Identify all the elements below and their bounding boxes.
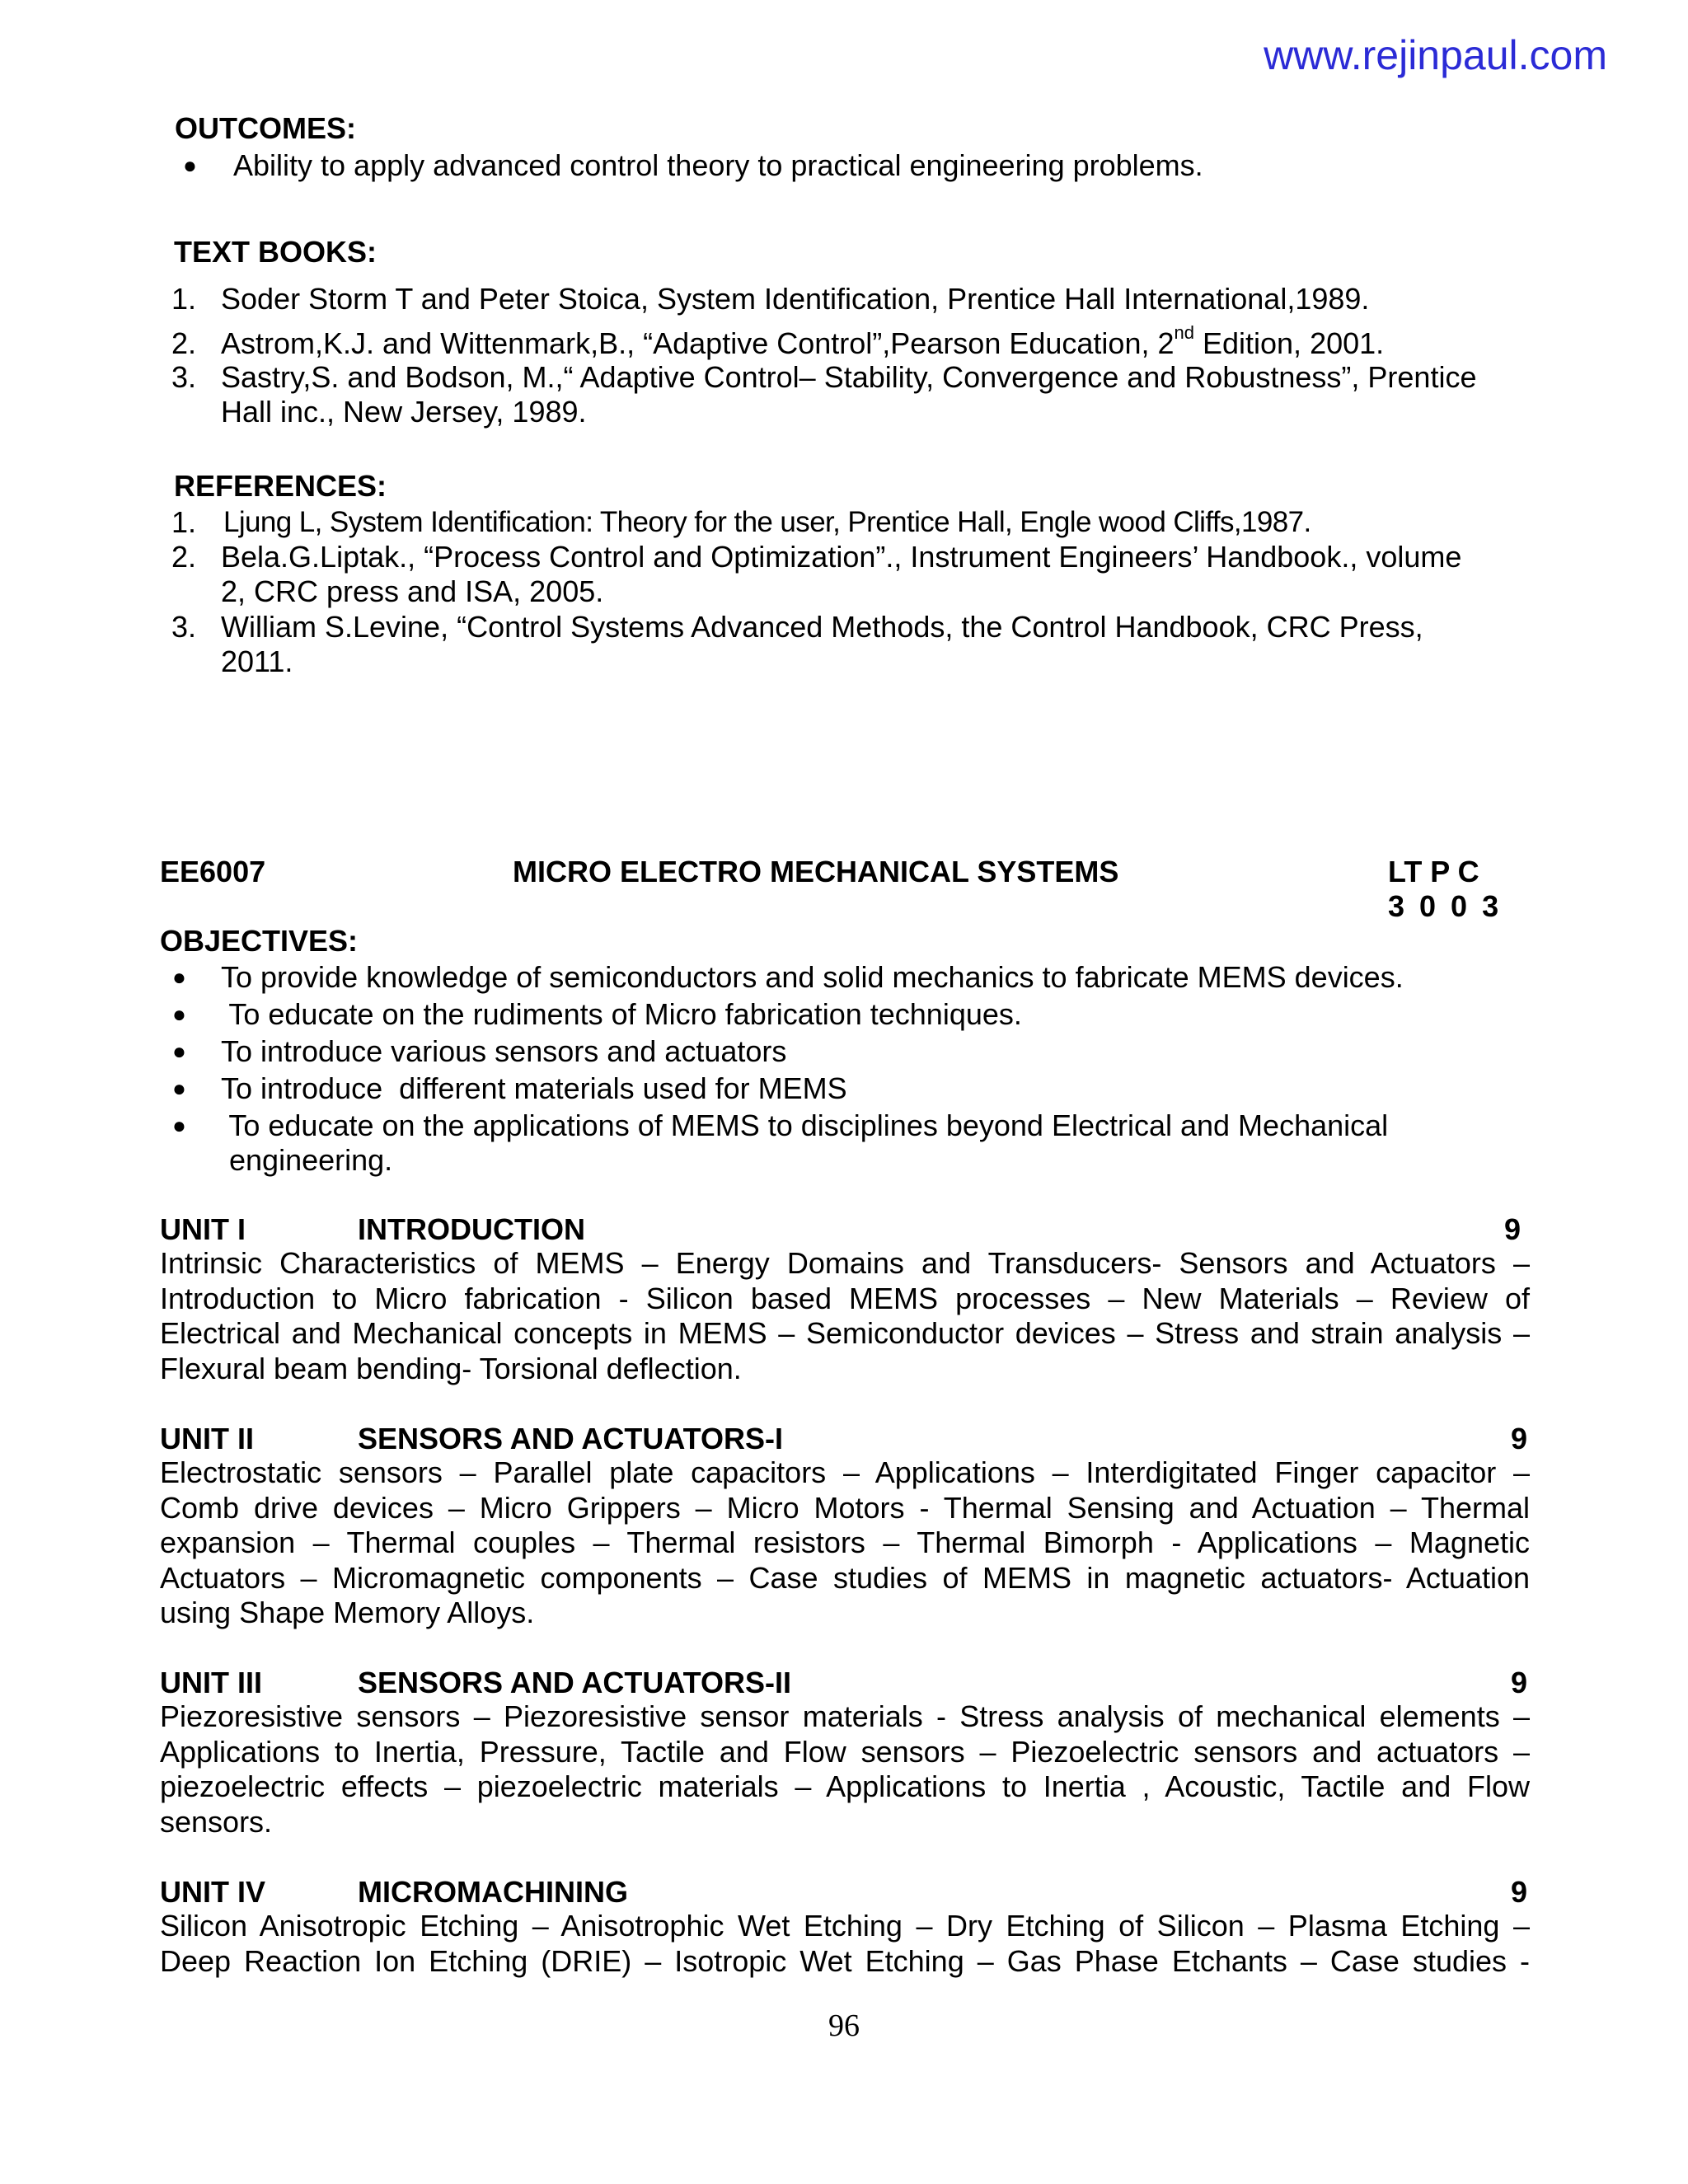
reference-item: 2. xyxy=(171,540,197,574)
unit-heading: UNIT III SENSORS AND ACTUATORS-II 9 xyxy=(160,1666,1528,1699)
bullet-icon: ● xyxy=(172,1001,186,1027)
unit-content: Piezoresistive sensors – Piezoresistive sensor materials - Stress analysis of mechanical elements – Applications to Inertia, Pressure, Tactile and Flow sensors – Piezoelectric sensors and actuators – piezoelectric effects – piezoelectric materials – Applications to Inertia , Acoustic, Tactile and Flow sensors. xyxy=(160,1699,1530,1839)
reference-item-text: 2, CRC press and ISA, 2005. xyxy=(221,574,604,608)
bullet-icon: ● xyxy=(172,964,186,990)
unit-content: Electrostatic sensors – Parallel plate capacitors – Applications – Interdigitated Finger capacitor – Comb drive devices – Micro Grippers – Micro Motors - Thermal Sensing and Actuation – Thermal expansion – Thermal couples – Thermal resistors – Thermal Bimorph - Applications – Magnetic Actuators – Micromagnetic components – Case studies of MEMS in magnetic actuators- Actuation using Shape Memory Alloys. xyxy=(160,1455,1530,1629)
objective-item: ● To educate on the applications of MEMS to disciplines beyond Electrical and Mechanical engineering. xyxy=(172,1108,1389,1177)
objective-item: ● To introduce various sensors and actuators xyxy=(172,1034,787,1068)
page-number: 96 xyxy=(828,2008,860,2043)
unit-heading: UNIT IV MICROMACHINING 9 xyxy=(160,1875,1528,1909)
bullet-icon: ● xyxy=(183,152,197,178)
unit-content: Silicon Anisotropic Etching – Anisotrophic Wet Etching – Dry Etching of Silicon – Plasma Etching – Deep Reaction Ion Etching (DRIE) – Isotropic Wet Etching – Gas Phase Etchants – Case studies - xyxy=(160,1909,1530,1978)
ltpc-values: 3 0 0 3 xyxy=(1388,889,1503,923)
bullet-icon: ● xyxy=(172,1113,186,1138)
bullet-icon: ● xyxy=(172,1076,186,1101)
objective-item: ● To provide knowledge of semiconductors and solid mechanics to fabricate MEMS devices. xyxy=(172,960,1404,994)
outcomes-item: ● Ability to apply advanced control theory to practical engineering problems. xyxy=(183,148,1203,182)
objective-item: ● To introduce different materials used for MEMS xyxy=(172,1071,847,1105)
text-books-heading: TEXT BOOKS: xyxy=(174,235,377,269)
ltpc-label: LT P C xyxy=(1388,855,1479,888)
reference-item-text: William S.Levine, “Control Systems Advanced Methods, the Control Handbook, CRC Press, xyxy=(221,610,1423,644)
document-page: www.rejinpaul.com OUTCOMES: ● Ability to apply advanced control theory to practical engineering problems. TEXT BOOKS: 1. Soder Storm T and Peter Stoica, System Identification, Prentice Hall International,1989. 2. Astrom,K.J. and Wittenmark,B., “Adaptive Control”,Pearson Education, 2nd Edition, 2001. 3. Sastry,S. and Bodson, M.,“ Adaptive Control– Stability, Convergence and Robustness”, Prentice Hall inc., New Jersey, 1989. REFERENCES: 1. Ljung L, System Identification: Theory for the user, Prentice Hall, Engle wood Cliffs,1987. 2. Bela.G.Liptak., “Process Control and Optimization”., Instrument Engineers’ Handbook., volume 2, CRC press and ISA, 2005. 3. William S.Levine, “Control Systems Advanced Methods, the Control Handbook, CRC Press, 2011. EE6007 MICRO ELECTRO MECHANICAL SYSTEMS LT P C 3 0 0 3 OBJECTIVES: ● To provide knowledge of semiconductors and solid mechanics to fabricate MEMS devices. ● To educate on the rudiments of Micro fabrication techniques. ● To introduce various sensors and actuators ● To introduce different materials used for MEMS ● To educate on the applications of MEMS to disciplines beyond Electrical and Mechanical engineering. UNIT I INTRODUCTION 9 Intrinsic Characteristics of MEMS – Energy Domains and Transducers- Sensors and Actuators – Introduction to Micro fabrication - Silicon based MEMS processes – New Materials – Review of Electrical and Mechanical concepts in MEMS – Semiconductor devices – Stress and strain analysis – Flexural beam bending- Torsional deflection. UNIT II SENSORS AND ACTUATORS-I 9 Electrostatic sensors – Parallel plate capacitors – Applications – Interdigitated Finger capacitor – Comb drive devices – Micro Grippers – Micro Motors - Thermal Sensing and Actuation – Thermal expansion – Thermal couples – Thermal resistors – Thermal Bimorph - Applications – Magnetic Actuators – Micromagnetic components – Case studies of MEMS in magnetic actuators- Actuation using Shape Memory Alloys. UNIT III SENSORS AND ACTUATORS-II 9 Piezoresistive sensors – Piezoresistive sensor materials - Stress analysis of mechanical elements – Applications to Inertia, Pressure, Tactile and Flow sensors – Piezoelectric sensors and actuators – piezoelectric effects – piezoelectric materials – Applications to Inertia , Acoustic, Tactile and Flow sensors. UNIT IV MICROMACHINING 9 Silicon Anisotropic Etching – Anisotrophic Wet Etching – Dry Etching of Silicon – Plasma Etching – Deep Reaction Ion Etching (DRIE) – Isotropic Wet Etching – Gas Phase Etchants – Case studies - 96 xyxy=(0,0,1688,2184)
references-heading: REFERENCES: xyxy=(174,469,387,503)
outcomes-heading: OUTCOMES: xyxy=(175,111,356,145)
text-book-item-continued: Hall inc., New Jersey, 1989. xyxy=(221,395,587,429)
reference-item-text: 2011. xyxy=(221,644,293,678)
reference-item-text: Ljung L, System Identification: Theory for the user, Prentice Hall, Engle wood Cliffs,1987. xyxy=(223,506,1311,538)
course-title: MICRO ELECTRO MECHANICAL SYSTEMS xyxy=(513,855,1119,888)
reference-item: 1. xyxy=(171,505,197,539)
watermark-link[interactable]: www.rejinpaul.com xyxy=(1264,32,1607,78)
bullet-icon: ● xyxy=(172,1038,186,1064)
unit-heading: UNIT I INTRODUCTION 9 xyxy=(160,1212,1522,1246)
objective-item: ● To educate on the rudiments of Micro fabrication techniques. xyxy=(172,997,1022,1031)
course-code: EE6007 xyxy=(160,855,266,888)
unit-heading: UNIT II SENSORS AND ACTUATORS-I 9 xyxy=(160,1422,1528,1455)
reference-item: 3. xyxy=(171,610,197,644)
unit-content: Intrinsic Characteristics of MEMS – Energy Domains and Transducers- Sensors and Actuators – Introduction to Micro fabrication - Silicon based MEMS processes – New Materials – Review of Electrical and Mechanical concepts in MEMS – Semiconductor devices – Stress and strain analysis – Flexural beam bending- Torsional deflection. xyxy=(160,1246,1530,1385)
reference-item-text: Bela.G.Liptak., “Process Control and Optimization”., Instrument Engineers’ Handbook., volume xyxy=(221,540,1462,574)
objectives-heading: OBJECTIVES: xyxy=(160,924,359,958)
